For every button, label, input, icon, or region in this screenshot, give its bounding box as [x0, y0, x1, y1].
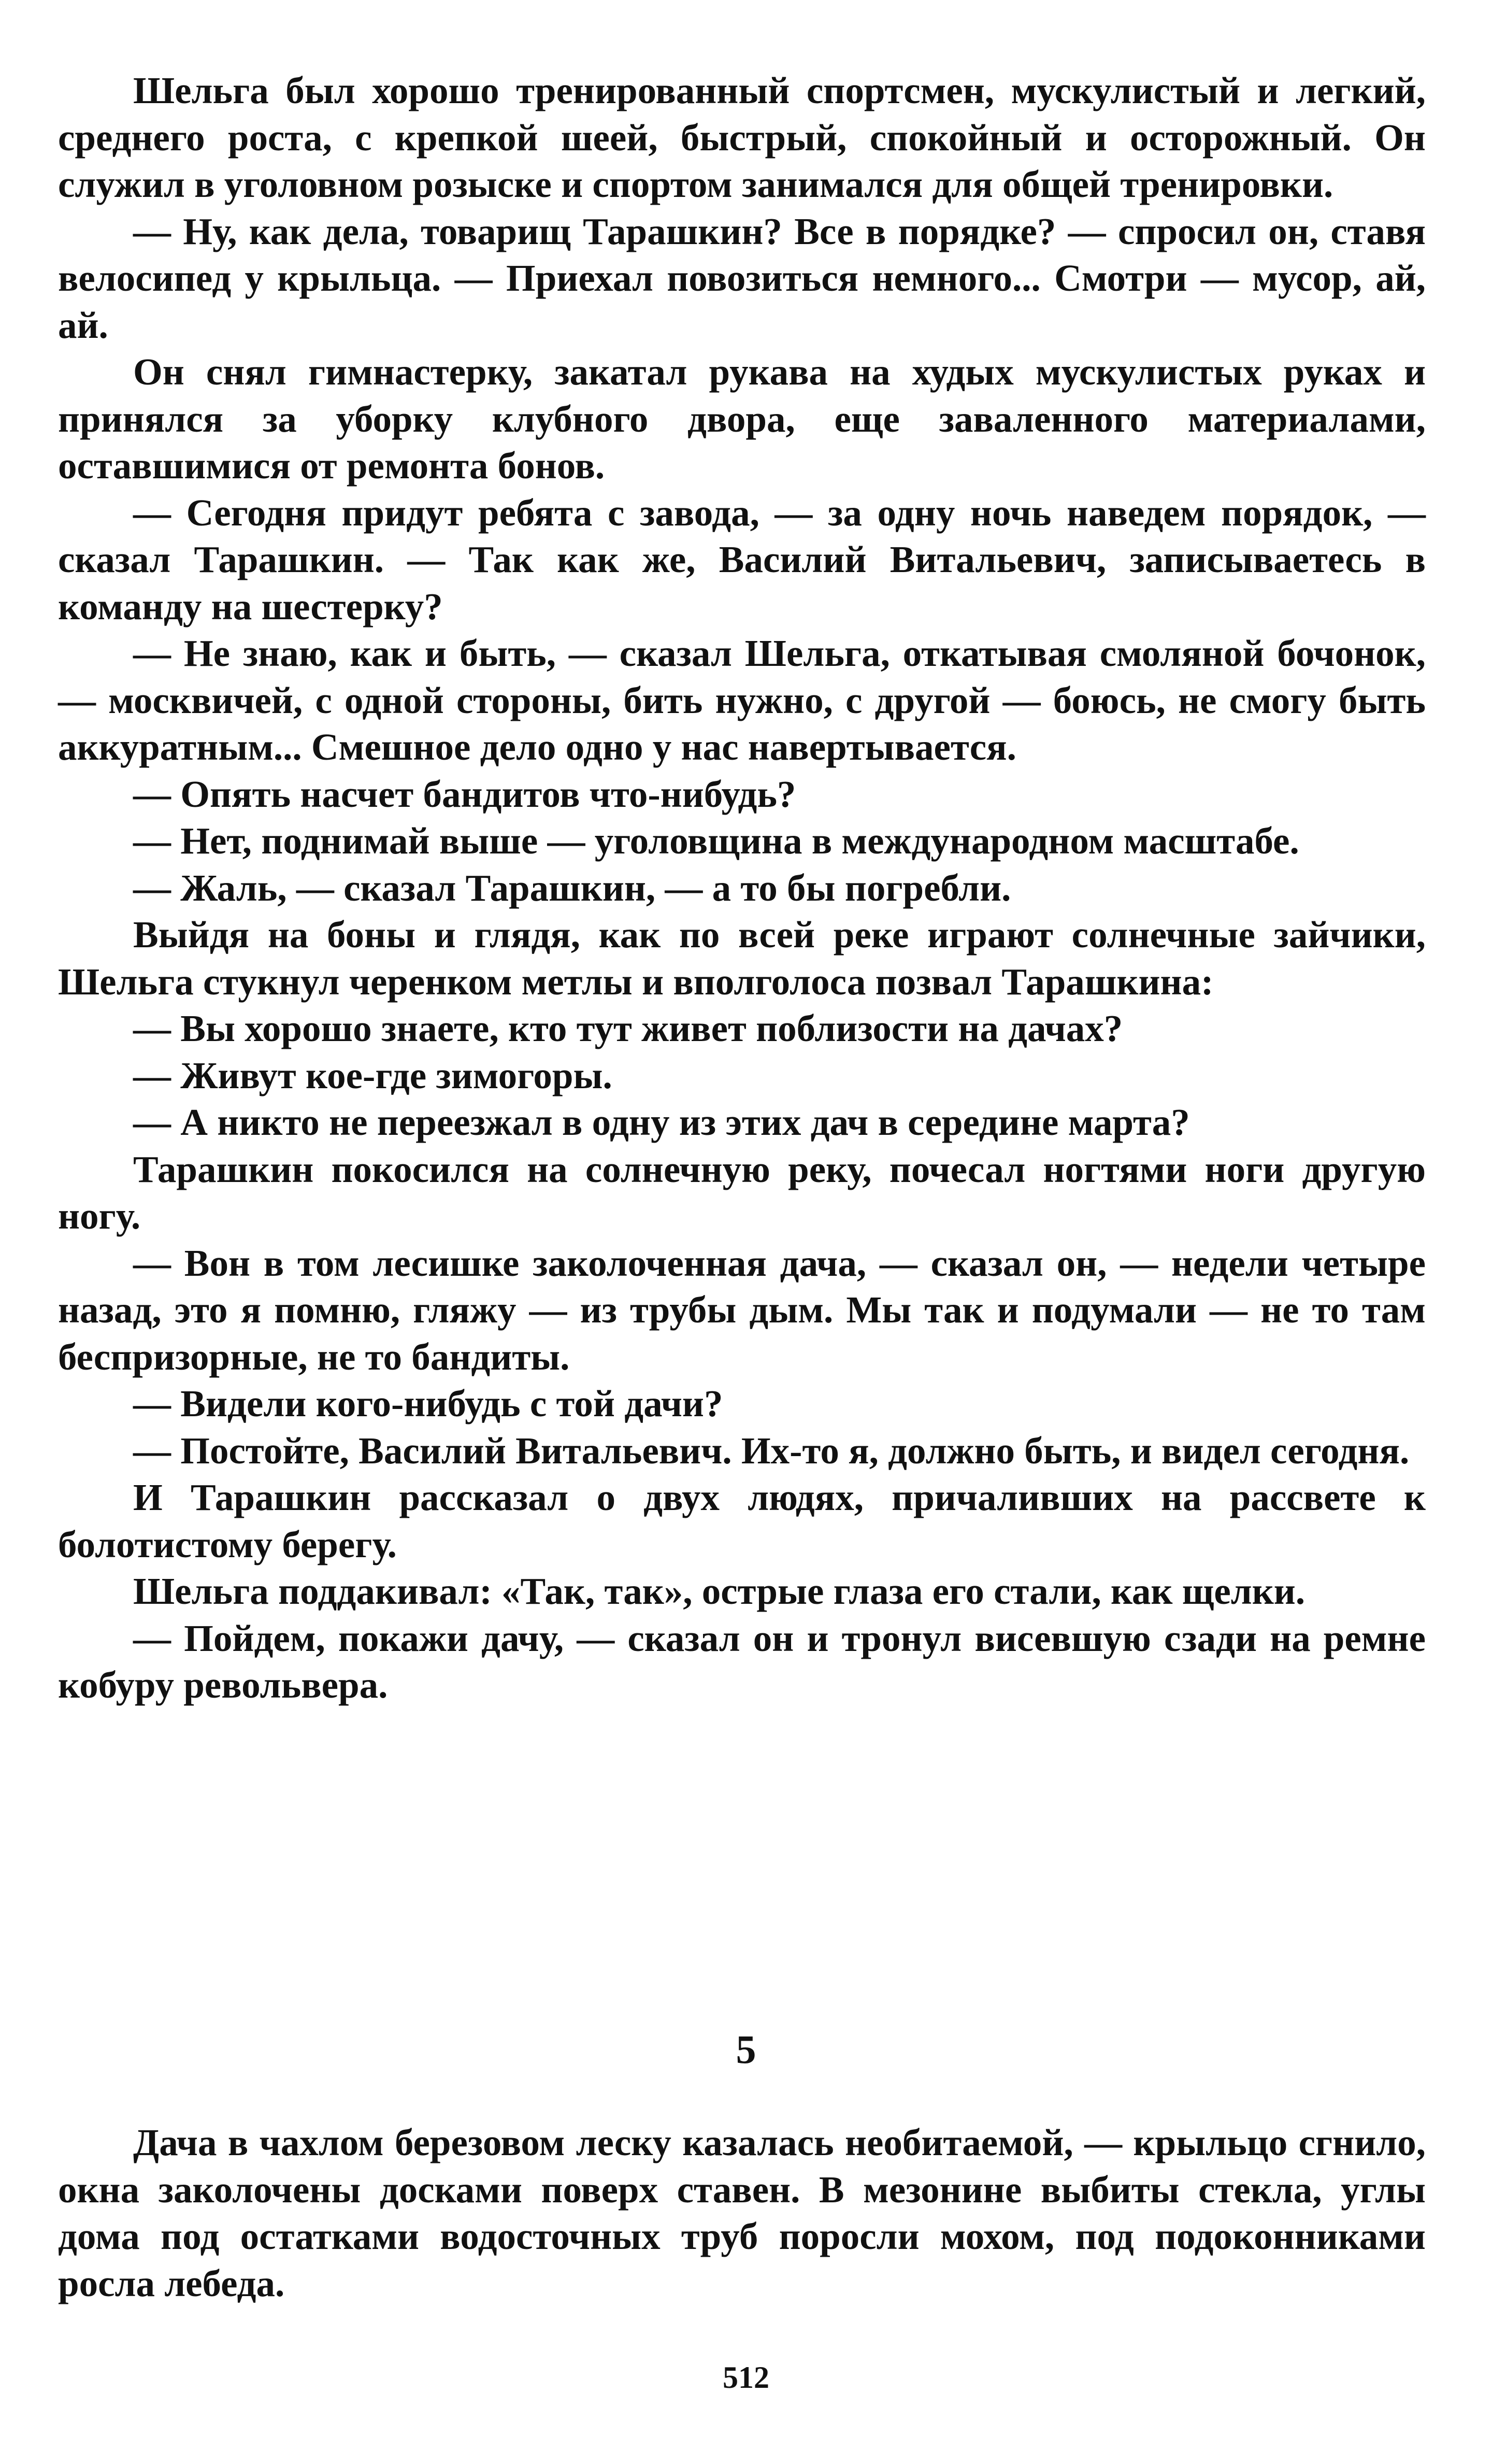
paragraph: — Опять насчет бандитов что-нибудь?	[133, 773, 796, 815]
paragraph: — Сегодня придут ребята с завода, — за одну ночь наведем порядок, — сказал Тарашкин. — Так как же, Василий Витальевич, записываетесь в команду на шестерку?	[58, 491, 1426, 628]
paragraph: Шельга поддакивал: «Так, так», острые глаза его стали, как щелки.	[133, 1570, 1306, 1612]
paragraph: Он снял гимнастерку, закатал рукава на худых мускулистых руках и принялся за уборку клубного двора, еще заваленного материалами, оставшимися от ремонта бонов.	[58, 351, 1426, 487]
chapter-number: 5	[736, 2027, 756, 2072]
paragraph: — А никто не переезжал в одну из этих дач в середине марта?	[133, 1101, 1190, 1143]
paragraph: Тарашкин покосился на солнечную реку, почесал ногтями ноги другую ногу.	[58, 1148, 1426, 1237]
paragraph: — Постойте, Василий Витальевич. Их-то я, должно быть, и видел сегодня.	[133, 1429, 1410, 1472]
paragraph: Дача в чахлом березовом леску казалась необитаемой, — крыльцо сгнило, окна заколочены досками поверх ставен. В мезонине выбиты стекла, углы дома под остатками водосточных труб поросли мохом, под подоконниками росла лебеда.	[58, 2121, 1426, 2304]
paragraph: — Вы хорошо знаете, кто тут живет поблизости на дачах?	[133, 1007, 1123, 1049]
paragraph: — Видели кого-нибудь с той дачи?	[133, 1383, 723, 1425]
paragraph: — Жаль, — сказал Тарашкин, — а то бы погребли.	[133, 866, 1011, 909]
paragraph: Выйдя на боны и глядя, как по всей реке играют солнечные зайчики, Шельга стукнул черенком метлы и вполголоса позвал Тарашкина:	[58, 914, 1426, 1003]
paragraph: Шельга был хорошо тренированный спортсмен, мускулистый и легкий, среднего роста, с крепкой шеей, быстрый, спокойный и осторожный. Он служил в уголовном розыске и спортом занимался для общей тренировки.	[58, 69, 1426, 205]
paragraph: — Нет, поднимай выше — уголовщина в международном масштабе.	[133, 820, 1299, 862]
paragraph: И Тарашкин рассказал о двух людях, причаливших на рассвете к болотистому берегу.	[58, 1476, 1426, 1565]
main-text	[58, 67, 1426, 1709]
paragraph: — Вон в том лесишке заколоченная дача, — сказал он, — недели четыре назад, это я помню, гляжу — из трубы дым. Мы так и подумали — не то там беспризорные, не то бандиты.	[58, 1242, 1426, 1378]
paragraph: — Ну, как дела, товарищ Тарашкин? Все в порядке? — спросил он, ставя велосипед у крыльца. — Приехал повозиться немного... Смотри — мусор, ай, ай.	[58, 210, 1426, 346]
chapter-text	[58, 2119, 1426, 2307]
page-number: 512	[723, 2360, 769, 2395]
paragraph: — Пойдем, покажи дачу, — сказал он и тронул висевшую сзади на ремне кобуру револьвера.	[58, 1617, 1426, 1706]
paragraph: — Не знаю, как и быть, — сказал Шельга, откатывая смоляной бочонок, — москвичей, с одной стороны, бить нужно, с другой — боюсь, не смогу быть аккуратным... Смешное дело одно у нас навертывается.	[58, 632, 1426, 768]
paragraph: — Живут кое-где зимогоры.	[133, 1054, 612, 1096]
